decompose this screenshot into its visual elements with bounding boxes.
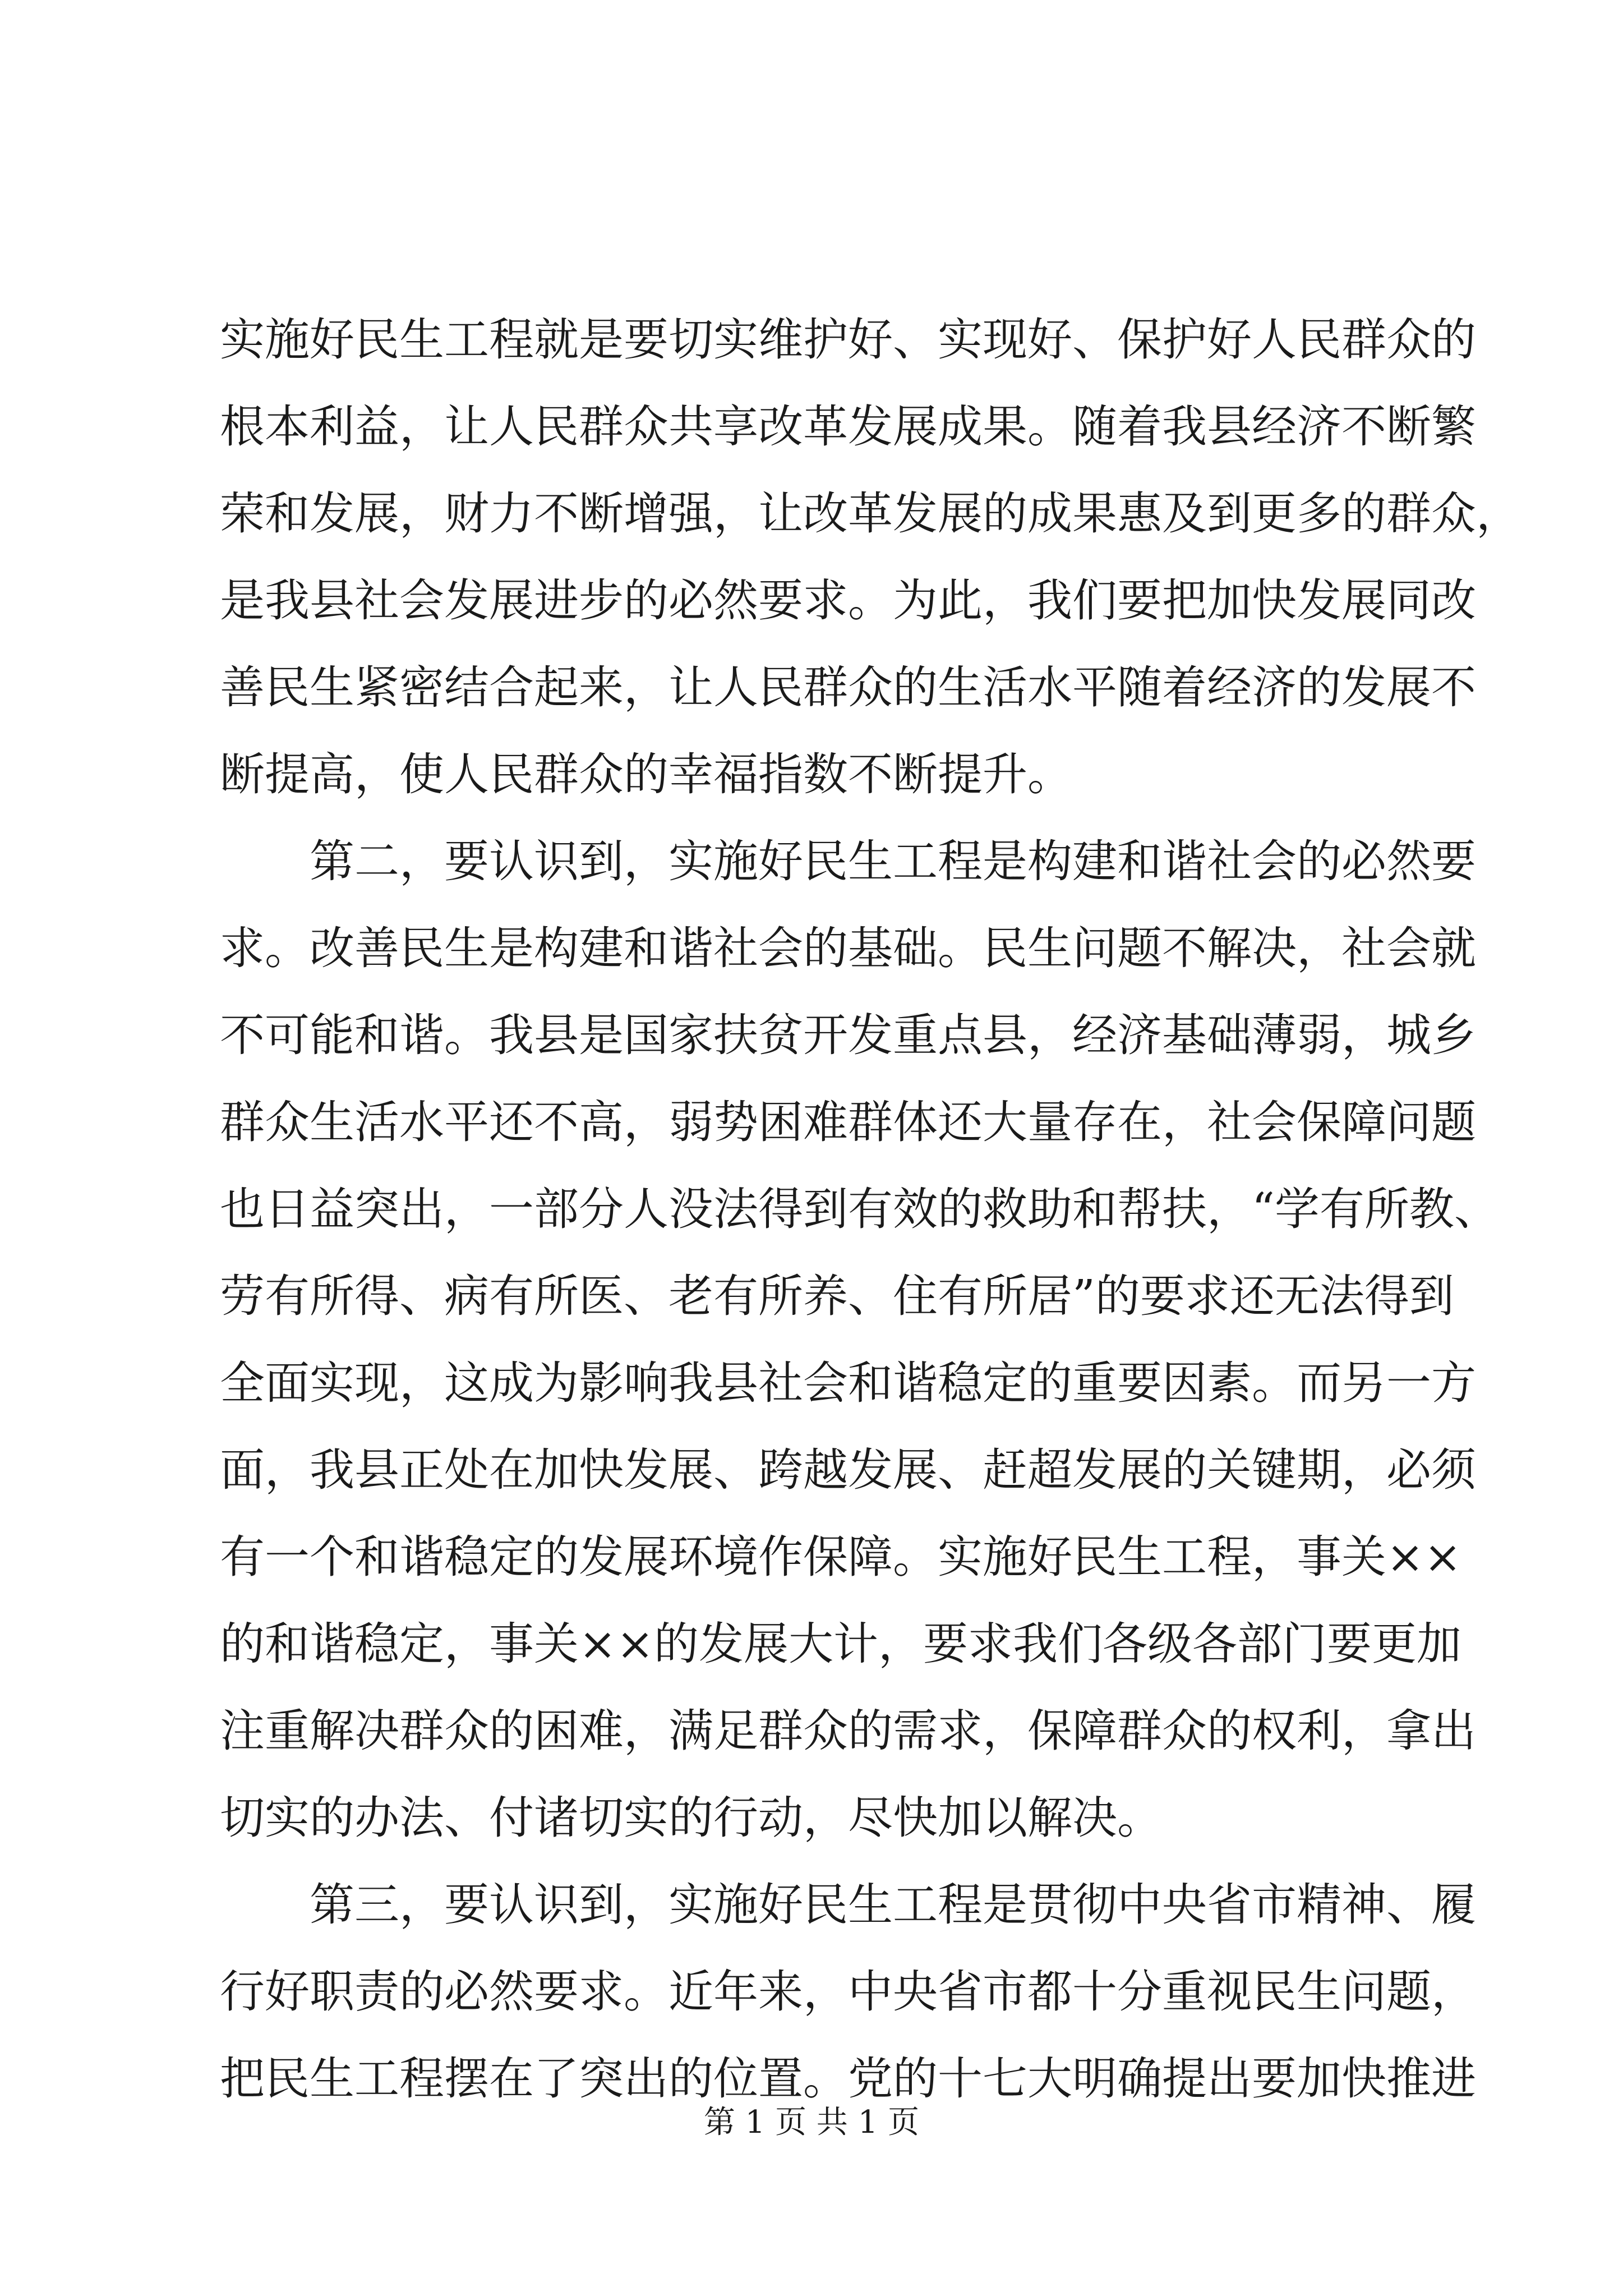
- text-line: 群众生活水平还不高，弱势困难群体还大量存在，社会保障问题: [220, 1096, 1476, 1148]
- text-line: 善民生紧密结合起来，让人民群众的生活水平随着经济的发展不: [220, 661, 1476, 714]
- text-line: 求。改善民生是构建和谐社会的基础。民生问题不解决，社会就: [220, 922, 1476, 974]
- text-line: 第二，要认识到，实施好民生工程是构建和谐社会的必然要: [220, 835, 1476, 887]
- text-line: 劳有所得、病有所医、老有所养、住有所居”的要求还无法得到: [220, 1270, 1454, 1322]
- text-line: 是我县社会发展进步的必然要求。为此，我们要把加快发展同改: [220, 574, 1476, 627]
- text-line: 荣和发展，财力不断增强，让改革发展的成果惠及到更多的群众，: [220, 487, 1521, 540]
- text-line: 全面实现，这成为影响我县社会和谐稳定的重要因素。而另一方: [220, 1357, 1476, 1409]
- text-line: 切实的办法、付诸切实的行动，尽快加以解决。: [220, 1792, 1162, 1844]
- page-footer: 第 1 页 共 1 页: [703, 2104, 920, 2141]
- text-line: 实施好民生工程就是要切实维护好、实现好、保护好人民群众的: [220, 314, 1476, 366]
- text-line: 注重解决群众的困难，满足群众的需求，保障群众的权利，拿出: [220, 1705, 1476, 1757]
- text-line: 面，我县正处在加快发展、跨越发展、赶超发展的关键期，必须: [220, 1444, 1476, 1496]
- text-line: 行好职责的必然要求。近年来，中央省市都十分重视民生问题，: [220, 1966, 1476, 2018]
- text-line: 把民生工程摆在了突出的位置。党的十七大明确提出要加快推进: [220, 2053, 1476, 2105]
- text-line: 不可能和谐。我县是国家扶贫开发重点县，经济基础薄弱，城乡: [220, 1009, 1476, 1061]
- text-line: 的和谐稳定，事关××的发展大计，要求我们各级各部门要更加: [220, 1618, 1462, 1670]
- text-line: 也日益突出，一部分人没法得到有效的救助和帮扶，“学有所教、: [220, 1183, 1499, 1235]
- text-line: 断提高，使人民群众的幸福指数不断提升。: [220, 748, 1072, 800]
- text-line: 根本利益，让人民群众共享改革发展成果。随着我县经济不断繁: [220, 401, 1476, 453]
- text-line: 第三，要认识到，实施好民生工程是贯彻中央省市精神、履: [220, 1879, 1476, 1931]
- text-line: 有一个和谐稳定的发展环境作保障。实施好民生工程，事关××: [220, 1531, 1462, 1583]
- body-text: [220, 296, 1521, 2122]
